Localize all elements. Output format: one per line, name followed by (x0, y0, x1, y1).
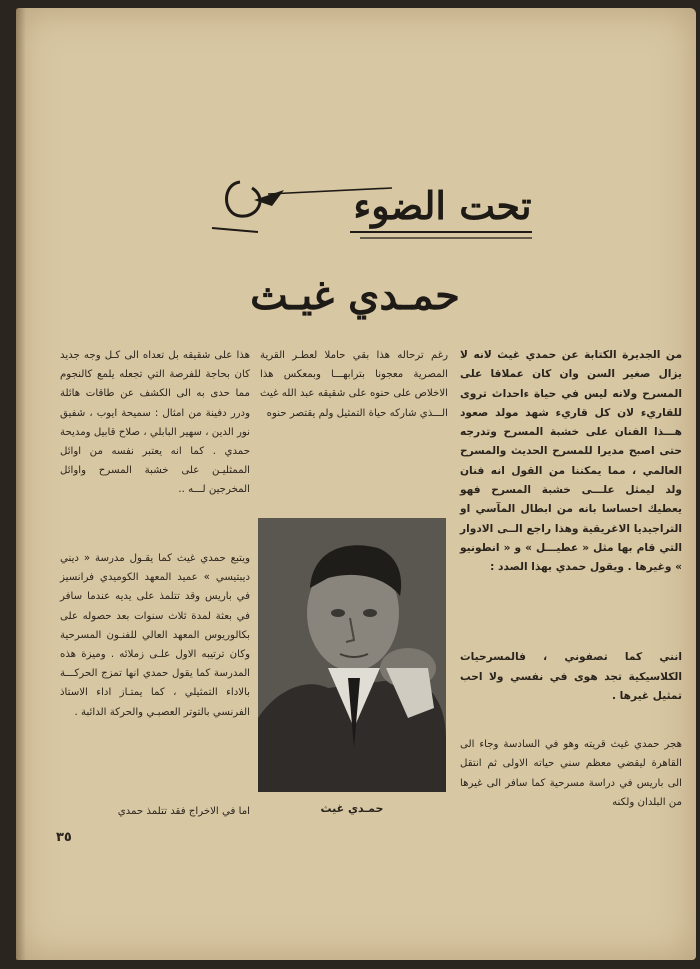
article-column-left-bottom: اما في الاخراج فقد تتلمذ حمدي (117, 806, 250, 817)
page-number: ٣٥ (56, 830, 72, 845)
article-column-left-top: هذا على شقيقه بل تعداه الى كـل وجه جديد كان بحاجة للفرصة التي تجعله يلمع كالنجوم مما حدى به الى الكشف عن طاقات هائلة ودرر دفينة من امثال : سميحة ايوب ، شفيق نور الدين ، سهير البابلي ، صلاح قابيل ومديحة حمدي . كما انه يعتبر نفسه من اوائل الممثليـن على خشبة المسرح واوائل المخرجين لـــه .. (60, 350, 250, 496)
section-title: تحت الضوء (353, 183, 532, 228)
article-quote: انني كما تصفوني ، فالمسرحيات الكلاسيكية تجد هوى في نفسي ولا احب تمثيل غيرها . (460, 651, 682, 702)
article-headline: حمـدي غيـث (250, 272, 460, 319)
article-column-right-bottom: هجر حمدي غيث قريته وهو في السادسة وجاء الى القاهرة ليقضي معظم سني حياته الاولى ثم انتقل الى باريس في دراسة مسرحية كما سافر الى غيرها من البلدان ولكنه (460, 739, 682, 809)
article-column-left-middle: ويتبع حمدي غيث كما يقـول مدرسة « ديني ديبتيسي » عميد المعهد الكوميدي فرانسيز في باريس وقد تتلمذ على يديه عندما سافر في بعثة لمدة ثلاث سنوات بعد حصوله على بكالوريوس المعهد العالي للفنـون المسرحية وكان ترتيبه الاول علـى زملائه . وميزة هذه المدرسة كما يقول حمدي انها تمزج الحركـــة بالاداء التمثيلي ، كما يمتـاز اداء الاستاذ الفرنسي بالتوتر العصبـي والحركة الدائبة . (60, 553, 250, 718)
portrait-illustration (258, 518, 446, 792)
photo-caption: حمـدي غيث (320, 802, 384, 815)
article-column-right-intro: من الجديرة الكتابة عن حمدي غيث لانه لا يزال صغير السن وان كان عملاقا على المسرح ولانه ليس في حياة ءاحداث تروى للقاريء لان كل قاريء شهد مولد صعود هـــذا الفنان على خشبة المسرح وتدرجه حتى اصبح مديرا للمسرح الحديث والمسرح العالمي ، مما يمكننا من القول انه فنان ولد ليمثل علـــى خشبة المسرح فهو يعطيك احساسا بانه من ابطال المآسي او التراجيديا الاغريقية وهذا راجع الــى الادوار التي قام بها مثل « عطيـــل » و « انطونيو » وغيرها . ويقول حمدي بهذا الصدد : (460, 349, 682, 574)
article-column-middle: رغم ترحاله هذا بقي حاملا لعطـر القرية المصرية معجونا بترابهـــا وبمعكس هذا الاخلاص على حنوه على شقيقه عبد الله غيث الـــذي شاركه حياة التمثيل ولم يقتصر حنوه (260, 350, 448, 419)
page-spine-shadow (16, 8, 26, 960)
portrait-photo (258, 518, 446, 792)
